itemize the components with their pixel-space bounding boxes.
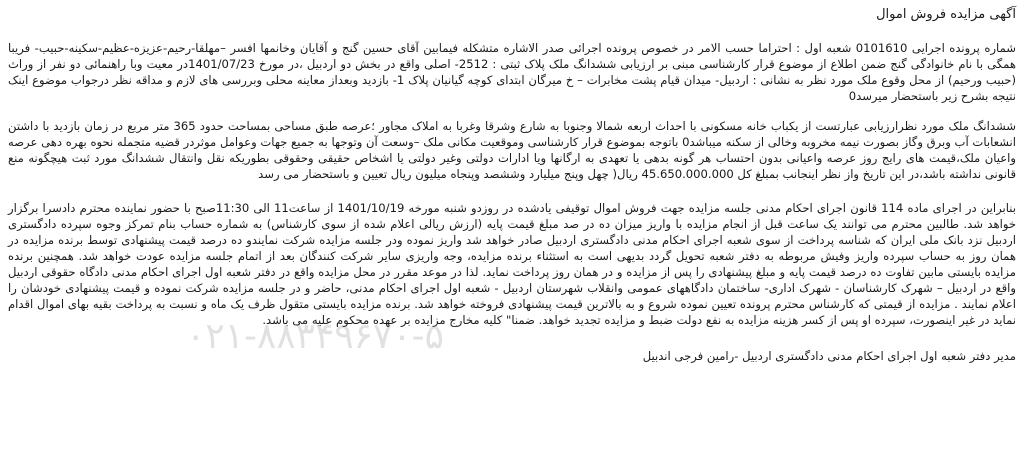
notice-title: آگهی مزایده فروش اموال bbox=[876, 7, 1016, 22]
auction-terms-paragraph: بنابراین در اجرای ماده 114 قانون اجرای احکام مدنی جلسه مزایده جهت فروش اموال توقیفی یادشده در روزدو شنبه مورخه 1401/10/19 از ساعت11 الی 11:30صبح با حضور نماینده محترم دادسرا برگزار خواهد شد. طالبین محترم می توانند یک ساعت قبل از انجام مزایده با واریز میزان ده در صد مبلغ قیمت پایه (ارزش ریالی اعلام شده از سوی کارشناس) به شماره حساب بنام تمرکز وجوه سپرده دادگستری اردبیل نزد بانک ملی ایران که شناسه پرداخت از سوی شعبه اجرای احکام مدنی دادگستری اردبیل صادر خواهد شد واریز نموده ودر جلسه مزایده شرکت نمایندو ده درصد قیمت پیشنهادی توسط برنده مزایده در همان روز به حساب سپرده واریز وفیش مربوطه به دفتر شعبه تحویل گردد بدیهی است به استثناء برنده مزایده، وجه واریزی سایر شرکت کنندگان بعد از اتمام جلسه مزایده عودت خواهد شد. همچنین برنده مزایده بایستی مابین تفاوت ده درصد قیمت پایه و مبلغ پیشنهادی را پس از مزایده و در همان روز پرداخت نماید. لذا در موعد مقرر در محل مزایده واقع در دفتر شعبه اول اجرای احکام مدنی دادگاه حقوقی اردبیل واقع در اردبیل – شهرک کارشناسان - شهرک اداری- ساختمان دادگاههای عمومی وانقلاب شهرستان اردبیل - شعبه اول اجرای احکام مدنی، حاضر و در جلسه مزایده شرکت نموده و قیمت پیشنهادی خودشان را اعلام نمایند . مزایده از قیمتی که کارشناس محترم پرونده تعیین نموده شروع و به بالاترین قیمت پیشنهادی فروخته خواهد شد. برنده مزایده بایستی متقول ظرف یک ماه و نسبت به پرداخت بقیه بهای اموال اقدام نماید در غیر اینصورت، سپرده او پس از کسر هزینه مزایده به نفع دولت ضبط و مزایده تجدید خواهد. ضمنا" کلیه مخارج مزایده بر عهده محکوم علیه می باشد. bbox=[8, 201, 1016, 327]
phone-watermark: ۰۲۱-۸۸۳۴۹۶۷۰-۵ bbox=[186, 316, 445, 357]
case-details-paragraph: شماره پرونده اجرایی 0101610 شعبه اول : احتراما حسب الامر در خصوص پرونده اجرائی صدر الاشاره متشکله فیمابین آقای حسین گنج و آقایان وخانمها افسر –مهلقا-رحیم-عزیزه-عظیم-سکینه-حبیب- فریبا همگی با نام خانوادگی گنج ضمن اطلاع از موضوع قرار کارشناسی مبنی بر ارزیابی ششدانگ ملک پلاک ثبتی : 2512- اصلی واقع در بخش دو اردبیل ،در مورخ 1401/07/23در معیت وبا راهنمائی دو نفر از وراث (حبیب ورحیم) از محل وقوع ملک مورد نظر به نشانی : اردبیل- میدان قیام پشت مخابرات – خ میرگان ابتدای کوچه گیانیان پلاک 1- بازدید وبعداز معاینه محلی وبررسی های لازم و مداقه نظر درجواب موضوع اینک نتیجه بشرح زیر باستحضار میرسد0 bbox=[8, 41, 1017, 103]
property-appraisal-paragraph: ششدانگ ملک مورد نظرارزیابی عبارتست از یکباب خانه مسکونی با احداث اربعه شمالا وجنوبا به شارع وشرقا وغربا به املاک مجاور ؛عرصه طبق مساحی بمساحت حدود 365 متر مربع در زمان بازدید با داشتن انشعابات آب وبرق وگاز بصورت نیمه مخروبه وخالی از سکنه میباشد0 باتوجه بموضوع قرار کارشناسی وموقعیت مکانی ملک –وسعت آن وتوجها به جمیع جهات وعوامل موثردر قضیه متجمله نحوه بهره دهی عرصه واعیان ملک،قیمت های رایج روز عرصه واعیانی بدون احتساب هر گونه بدهی یا تعهدی به ارگانها ویا ادارات دولتی وغیر دولتی یا اشخاص حقیقی وحقوقی بطوریکه نقل وانتقال ششدانگ مورد ثبت هیچگونه منع قانونی نداشته باشد،در این تاریخ واز نظر اینجانب بمبلغ کل 45.650.000.000 ریال( چهل وپنج میلیارد وششصد وپنجاه میلیون ریال تعیین و باستحضار می رسد bbox=[8, 119, 1017, 181]
signature-line: مدیر دفتر شعبه اول اجرای احکام مدنی دادگستری اردبیل -رامین فرجی اندبیل bbox=[642, 349, 1016, 363]
